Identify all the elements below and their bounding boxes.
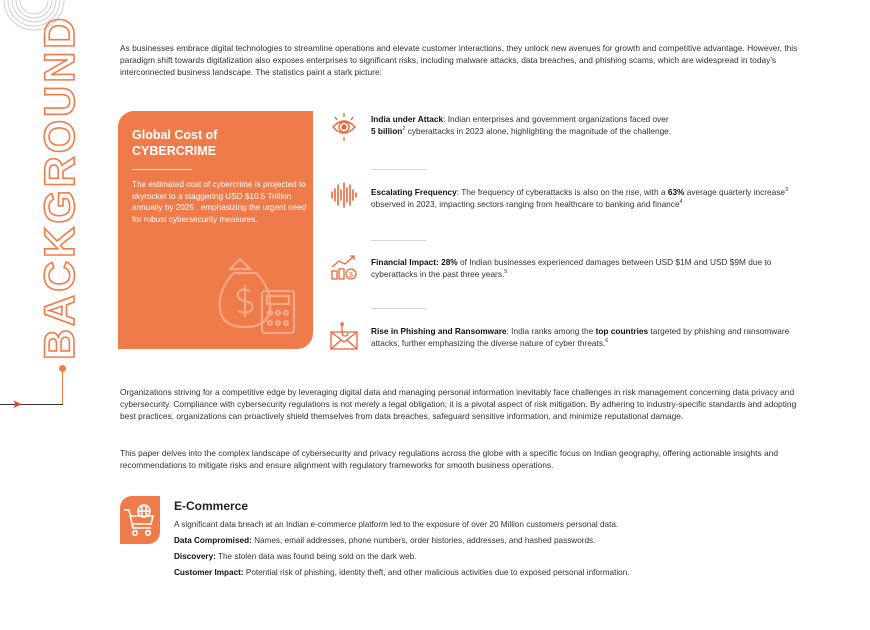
ecommerce-data-compromised bbox=[174, 535, 595, 546]
detail-text: Potential risk of phishing, identity theft, and other malicious activities due to exposed personal information. bbox=[243, 568, 630, 577]
arrow-right-icon: ➤ bbox=[12, 397, 23, 411]
card-title-line1: Global Cost of bbox=[132, 128, 218, 142]
ecommerce-discovery bbox=[174, 551, 416, 562]
footnote-ref: 4 bbox=[679, 199, 683, 206]
stat-text: average quarterly increase bbox=[684, 187, 785, 197]
detail-label: Discovery: bbox=[174, 552, 216, 561]
financial-chart-icon bbox=[330, 253, 358, 281]
timeline-dot bbox=[59, 365, 66, 372]
footnote-ref: 5 bbox=[504, 269, 508, 276]
shopping-cart-globe-icon bbox=[120, 496, 160, 544]
ecommerce-icon-tile bbox=[120, 496, 160, 544]
ecommerce-title: E-Commerce bbox=[174, 499, 249, 513]
stat-text: targeted by phishing and ransomware attacks, further emphasizing the diverse nature of cyber threats. bbox=[371, 326, 790, 348]
stat-label: Rise in Phishing and Ransomware bbox=[371, 326, 507, 336]
ecommerce-customer-impact bbox=[174, 567, 630, 578]
phishing-envelope-icon bbox=[330, 322, 358, 350]
sound-wave-icon bbox=[330, 181, 358, 209]
intro-paragraph: As businesses embrace digital technologies to streamline operations and elevate customer interactions, they unlock new avenues for growth and competitive advantage. However, this paradigm shift towards digitalization also exposes enterprises to significant risks, including malware attacks, data breaches, and phishing scams, which are widespread in today's interconnected business landscape. The statistics paint a stark picture: bbox=[120, 43, 798, 77]
footnote-ref: 6 bbox=[605, 338, 609, 345]
detail-label: Data Compromised: bbox=[174, 536, 252, 545]
money-calculator-icon bbox=[212, 251, 302, 341]
stat-text: : India ranks among the bbox=[506, 326, 596, 336]
ecommerce-summary: A significant data breach at an Indian e-commerce platform led to the exposure of over 20 Million customers personal data. bbox=[174, 520, 619, 529]
section-title-vertical: BACKGROUND bbox=[36, 14, 84, 360]
card-divider bbox=[132, 169, 192, 170]
stat-label: India under Attack bbox=[371, 114, 444, 124]
stat-highlight: 5 billion bbox=[371, 126, 403, 136]
stat-divider bbox=[371, 169, 426, 170]
footnote-ref: 2 bbox=[402, 126, 406, 133]
svg-text:$: $ bbox=[349, 272, 353, 279]
stat-divider bbox=[371, 308, 426, 309]
stat-divider bbox=[371, 240, 426, 241]
stat-label: Escalating Frequency bbox=[371, 187, 457, 197]
stat-text: observed in 2023, impacting sectors ranging from healthcare to banking and finance bbox=[371, 199, 680, 209]
body-paragraph-2: This paper delves into the complex landscape of cybersecurity and privacy regulations across the globe with a specific focus on Indian geography, offering actionable insights and recommendations to mitigate risks and ensure alignment with regulatory frameworks for smooth business operations. bbox=[120, 448, 778, 470]
stat-label: Financial Impact: bbox=[371, 257, 442, 267]
footnote-ref: 3 bbox=[784, 187, 789, 194]
stat-text: of Indian businesses experienced damages between USD $1M and USD $9M due to cyberattacks in the past three years. bbox=[371, 257, 772, 279]
detail-text: Names, email addresses, phone numbers, order histories, addresses, and hashed passwords. bbox=[251, 536, 596, 545]
body-paragraph-1: Organizations striving for a competitive edge by leveraging digital data and managing personal information inevitably face challenges in risk management concerning data privacy and cybersecurity. Compliance with cybersecurity regulations is not merely a legal obligation; it is a pivotal aspect of risk mitigation. By adhering to industry-specific standards and adopting best practices, organizations can proactively shield themselves from data breaches, safeguard sensitive information, and minimize reputational damage. bbox=[120, 387, 797, 421]
card-title bbox=[132, 127, 217, 159]
detail-text: The stolen data was found being sold on the dark web. bbox=[215, 552, 417, 561]
stat-text: : The frequency of cyberattacks is also on the rise, with a bbox=[456, 187, 668, 197]
stat-text: : Indian enterprises and government organizations faced over bbox=[443, 114, 669, 124]
global-cost-card bbox=[118, 111, 313, 349]
card-body: The estimated cost of cybercrime is projected to skyrocket to a staggering USD $10.5 Trillion annually by 2025 , emphasizing the urgent need for robust cybersecurity measures. bbox=[132, 180, 307, 224]
stat-text: cyberattacks in 2023 alone, highlighting the magnitude of the challenge. bbox=[405, 126, 672, 136]
card-title-line2: CYBERCRIME bbox=[132, 144, 217, 158]
target-eye-icon bbox=[330, 113, 358, 141]
timeline-horizontal-line bbox=[0, 404, 63, 405]
stat-highlight: top countries bbox=[595, 326, 649, 336]
detail-label: Customer Impact: bbox=[174, 568, 244, 577]
stat-highlight: 63% bbox=[667, 187, 685, 197]
stat-highlight: 28% bbox=[441, 257, 458, 267]
timeline-line bbox=[62, 368, 63, 404]
